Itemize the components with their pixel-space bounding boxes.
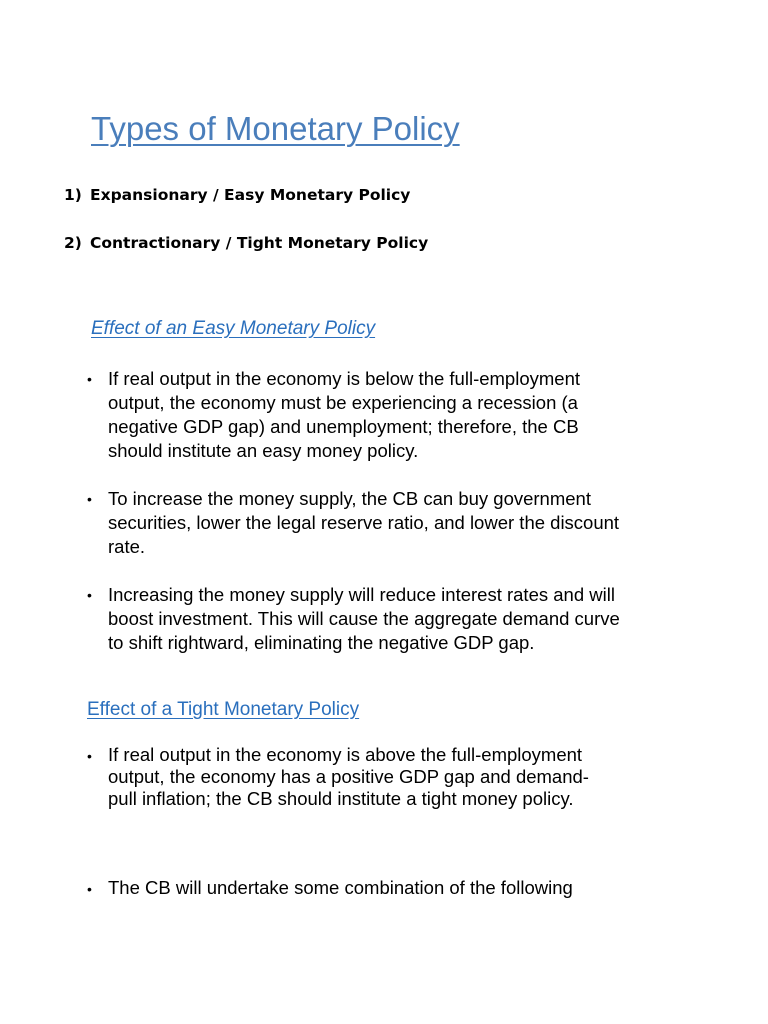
bullet-item	[84, 583, 628, 655]
bullet-text: If real output in the economy is above the full-employment output, the economy has a positive GDP gap and demand-pull inflation; the CB should institute a tight money policy.	[108, 744, 589, 809]
bullet-item	[84, 877, 628, 899]
bullet-icon: •	[87, 587, 92, 603]
bullet-text: The CB will undertake some combination of the following	[108, 877, 573, 898]
bullet-text: To increase the money supply, the CB can buy government securities, lower the legal reserve ratio, and lower the discount rate.	[108, 488, 620, 557]
easy-policy-bullets	[84, 367, 628, 679]
bullet-text: If real output in the economy is below the full-employment output, the economy must be experiencing a recession (a negative GDP gap) and unemployment; therefore, the CB should institute an easy money policy.	[108, 368, 580, 461]
easy-policy-heading: Effect of an Easy Monetary Policy	[91, 318, 376, 339]
tight-policy-heading: Effect of a Tight Monetary Policy	[87, 699, 360, 720]
bullet-item	[84, 367, 628, 463]
bullet-icon: •	[87, 881, 92, 897]
list-item	[64, 232, 428, 280]
bullet-icon: •	[87, 748, 92, 764]
list-item	[64, 184, 428, 232]
list-item-label: Expansionary / Easy Monetary Policy	[90, 186, 411, 204]
monetary-policy-types-list	[64, 184, 428, 280]
bullet-text: Increasing the money supply will reduce interest rates and will boost investment. This will cause the aggregate demand curve to shift rightward, eliminating the negative GDP gap.	[108, 584, 620, 653]
bullet-item	[84, 487, 628, 559]
list-number: 1)	[64, 186, 82, 204]
tight-policy-bullets	[84, 744, 628, 899]
list-item-label: Contractionary / Tight Monetary Policy	[90, 234, 429, 252]
bullet-item	[84, 744, 608, 810]
bullet-icon: •	[87, 371, 92, 387]
bullet-icon: •	[87, 491, 92, 507]
list-number: 2)	[64, 234, 82, 252]
page-title: Types of Monetary Policy	[91, 110, 460, 147]
